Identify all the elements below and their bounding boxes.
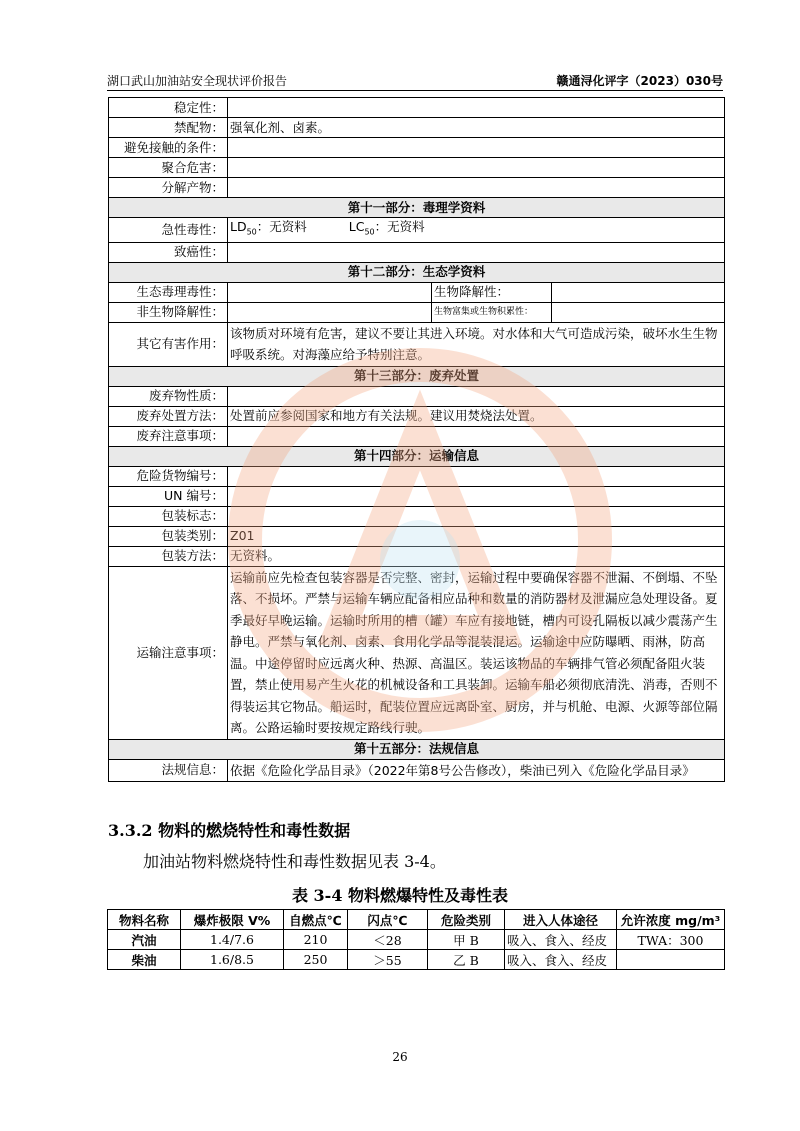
table-caption: 表 3-4 物料燃爆特性及毒性表	[291, 886, 509, 905]
other-harm-value: 该物质对环境有危害，建议不要让其进入环境。对水体和大气可造成污染，破坏水生生物呼吸系统。对海藻应给予特别注意。	[228, 322, 725, 366]
autoignition-point: 250	[284, 950, 348, 970]
pack-mark-label: 包装标志：	[109, 506, 228, 526]
autoignition-point: 210	[284, 930, 348, 950]
header-material: 物料名称	[108, 910, 181, 930]
header-hazard-class: 危险类别	[428, 910, 505, 930]
table-row	[109, 242, 725, 262]
allowable-concentration: TWA：300	[617, 930, 725, 950]
waste-method-label: 废弃处置方法：	[109, 406, 228, 426]
hazard-class: 甲 B	[428, 930, 505, 950]
hazard-class: 乙 B	[428, 950, 505, 970]
table-row	[108, 930, 725, 950]
table-row	[109, 98, 725, 118]
un-number-value	[228, 486, 725, 506]
dg-number-value	[228, 466, 725, 486]
non-biodeg-label: 非生物降解性：	[109, 302, 228, 322]
lc-subscript: 50	[364, 227, 375, 237]
waste-nature-label: 废弃物性质：	[109, 386, 228, 406]
table-row	[109, 322, 725, 366]
flash-point: ＞55	[348, 950, 428, 970]
explosion-limit: 1.4/7.6	[181, 930, 284, 950]
eco-toxicity-value	[228, 282, 432, 302]
pack-method-label: 包装方法：	[109, 546, 228, 566]
biodegradability-value	[552, 282, 725, 302]
table-row	[109, 506, 725, 526]
table-row	[109, 138, 725, 158]
acute-toxicity-value	[228, 218, 725, 243]
table-row	[109, 466, 725, 486]
transport-note-label: 运输注意事项：	[109, 566, 228, 739]
report-title: 湖口武山加油站安全现状评价报告	[107, 74, 288, 88]
avoid-value	[228, 138, 725, 158]
entry-route: 吸入、食入、经皮	[505, 950, 617, 970]
pack-class-value: Z01	[228, 526, 725, 546]
decomposition-value	[228, 178, 725, 198]
section-heading: 3.3.2 物料的燃烧特性和毒性数据	[108, 821, 351, 840]
section-13-title: 第十三部分：废弃处置	[109, 366, 725, 386]
acute-toxicity-label: 急性毒性：	[109, 218, 228, 243]
ld-text: ：无资料	[256, 219, 307, 234]
incompatible-label: 禁配物：	[109, 118, 228, 138]
decomposition-label: 分解产物：	[109, 178, 228, 198]
page-number: 26	[392, 1050, 408, 1064]
table-row	[109, 158, 725, 178]
transport-note-value: 运输前应先检查包装容器是否完整、密封，运输过程中要确保容器不泄漏、不倒塌、不坠落、不损坏。严禁与运输车辆应配备相应品种和数量的消防器材及泄漏应急处理设备。夏季最好早晚运输。运输时所用的槽（罐）车应有接地链，槽内可设孔隔板以减少震荡产生静电。严禁与氧化剂、卤素、食用化学品等混装混运。运输途中应防曝晒、雨淋，防高温。中途停留时应远离火种、热源、高温区。装运该物品的车辆排气管必须配备阻火装置，禁止使用易产生火花的机械设备和工具装卸。运输车船必须彻底清洗、消毒，否则不得装运其它物品。船运时，配装位置应远离卧室、厨房，并与机舱、电源、火源等部位隔离。公路运输时要按规定路线行驶。	[228, 566, 725, 739]
carcinogenic-label: 致癌性：	[109, 242, 228, 262]
table-row	[109, 218, 725, 243]
stability-label: 稳定性：	[109, 98, 228, 118]
section-11-title: 第十一部分：毒理学资料	[109, 198, 725, 218]
regulation-value: 依据《危险化学品目录》（2022年第8号公告修改），柴油已列入《危险化学品目录》	[228, 759, 725, 782]
dg-number-label: 危险货物编号：	[109, 466, 228, 486]
page-header	[107, 70, 723, 91]
polymerization-value	[228, 158, 725, 178]
ld-prefix: LD	[230, 219, 247, 234]
lc-text: ：无资料	[374, 219, 425, 234]
table-row	[109, 486, 725, 506]
section-15-title: 第十五部分：法规信息	[109, 739, 725, 759]
header-allowable-conc: 允许浓度 mg/m³	[617, 910, 725, 930]
waste-note-value	[228, 426, 725, 446]
section-row	[109, 739, 725, 759]
other-harm-label: 其它有害作用：	[109, 322, 228, 366]
entry-route: 吸入、食入、经皮	[505, 930, 617, 950]
material-name: 汽油	[108, 930, 181, 950]
allowable-concentration	[617, 950, 725, 970]
bioaccumulation-value	[552, 302, 725, 322]
header-entry-route: 进入人体途径	[505, 910, 617, 930]
table-row	[109, 406, 725, 426]
header-autoignition: 自燃点℃	[284, 910, 348, 930]
section-row	[109, 198, 725, 218]
table-row	[109, 118, 725, 138]
table-row	[109, 426, 725, 446]
section-12-title: 第十二部分：生态学资料	[109, 262, 725, 282]
section-14-title: 第十四部分：运输信息	[109, 446, 725, 466]
regulation-label: 法规信息：	[109, 759, 228, 782]
stability-value	[228, 98, 725, 118]
section-row	[109, 446, 725, 466]
table-row	[109, 386, 725, 406]
incompatible-value: 强氧化剂、卤素。	[228, 118, 725, 138]
pack-method-value: 无资料。	[228, 546, 725, 566]
avoid-label: 避免接触的条件：	[109, 138, 228, 158]
pack-class-label: 包装类别：	[109, 526, 228, 546]
ld-subscript: 50	[246, 227, 257, 237]
biodegradability-label: 生物降解性：	[432, 282, 552, 302]
table-row	[109, 526, 725, 546]
report-number: 赣通浔化评字（2023）030号	[556, 74, 723, 88]
table-row	[109, 546, 725, 566]
lc-prefix: LC	[348, 219, 365, 234]
table-row	[109, 302, 725, 322]
flash-point: ＜28	[348, 930, 428, 950]
waste-nature-value	[228, 386, 725, 406]
non-biodeg-value	[228, 302, 432, 322]
explosion-limit: 1.6/8.5	[181, 950, 284, 970]
table-row	[109, 282, 725, 302]
msds-table	[108, 97, 725, 782]
eco-toxicity-label: 生态毒理毒性：	[109, 282, 228, 302]
table-row	[108, 950, 725, 970]
section-row	[109, 366, 725, 386]
table-row	[109, 566, 725, 739]
material-name: 柴油	[108, 950, 181, 970]
table-row	[109, 178, 725, 198]
pack-mark-value	[228, 506, 725, 526]
body-paragraph: 加油站物料燃烧特性和毒性数据见表 3-4。	[143, 852, 446, 871]
table-header-row	[108, 910, 725, 930]
carcinogenic-value	[228, 242, 725, 262]
table-row	[109, 759, 725, 782]
header-flash-point: 闪点℃	[348, 910, 428, 930]
header-explosion-limit: 爆炸极限 V%	[181, 910, 284, 930]
section-row	[109, 262, 725, 282]
waste-note-label: 废弃注意事项：	[109, 426, 228, 446]
bioaccumulation-label: 生物富集或生物积累性：	[432, 302, 552, 322]
un-number-label: UN 编号：	[109, 486, 228, 506]
fire-toxicity-table	[107, 909, 725, 970]
polymerization-label: 聚合危害：	[109, 158, 228, 178]
waste-method-value: 处置前应参阅国家和地方有关法规。建议用焚烧法处置。	[228, 406, 725, 426]
